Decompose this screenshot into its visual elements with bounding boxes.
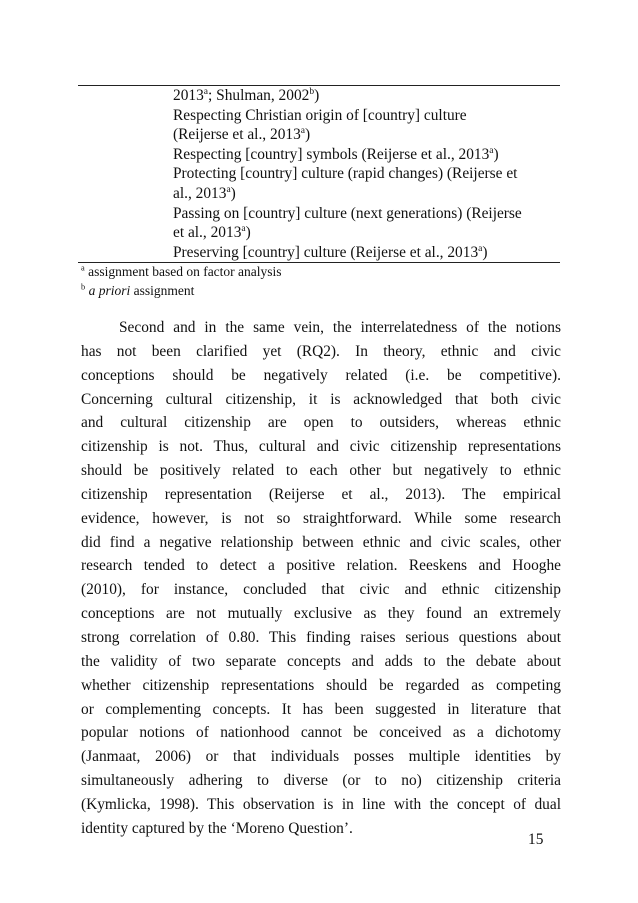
page-number: 15 xyxy=(528,831,544,848)
paragraph-line: evidence, however, is not so straightforward. While some research xyxy=(81,509,561,527)
paragraph-line: (Janmaat, 2006) or that individuals posses multiple identities by xyxy=(81,748,561,766)
paragraph-line: research tended to detect a positive relation. Reeskens and Hooghe xyxy=(81,557,561,575)
table-line: et al., 2013$^a$) xyxy=(173,223,251,242)
paragraph-line: conceptions are not mutually exclusive as they found an extremely xyxy=(81,605,561,623)
paragraph-line: strong correlation of 0.80. This finding raises serious questions about xyxy=(81,628,561,646)
paragraph-line: Concerning cultural citizenship, it is acknowledged that both civic xyxy=(81,390,561,408)
table-line: Preserving [country] culture (Reijerse et al., 2013$^a$) xyxy=(173,242,488,261)
footnote-a: $^a$ assignment based on factor analysis xyxy=(81,263,282,279)
table-line: 2013$^a$; Shulman, 2002$^b$) xyxy=(173,85,320,104)
table-continuation xyxy=(173,86,563,262)
paragraph-line: and cultural citizenship are open to outsiders, whereas ethnic xyxy=(81,414,561,432)
paragraph-line: or complementing concepts. It has been suggested in literature that xyxy=(81,700,561,718)
paragraph-line: popular notions of nationhood cannot be conceived as a dichotomy xyxy=(81,724,561,742)
body-paragraph xyxy=(81,316,561,841)
paragraph-line: conceptions should be negatively related (i.e. be competitive). xyxy=(81,366,561,384)
table-line: (Reijerse et al., 2013$^a$) xyxy=(173,125,311,144)
paragraph-line: identity captured by the ‘Moreno Question’. xyxy=(81,819,353,837)
paragraph-line: did find a negative relationship between ethnic and civic scales, other xyxy=(81,533,561,551)
paragraph-line: has not been clarified yet (RQ2). In theory, ethnic and civic xyxy=(81,342,561,360)
footnote-b: $^b$ a priori assignment xyxy=(81,282,195,298)
paragraph-line: simultaneously adhering to diverse (or to no) citizenship criteria xyxy=(81,772,561,790)
table-line: Respecting Christian origin of [country] culture xyxy=(173,106,467,124)
table-footnotes xyxy=(81,262,282,300)
table-line: Respecting [country] symbols (Reijerse et al., 2013$^a$) xyxy=(173,144,499,163)
paragraph-line: the validity of two separate concepts and adds to the debate about xyxy=(81,652,561,670)
paragraph-line: (2010), for instance, concluded that civic and ethnic citizenship xyxy=(81,581,561,599)
paragraph-line: should be positively related to each other but negatively to ethnic xyxy=(81,462,561,480)
table-line: Passing on [country] culture (next generations) (Reijerse xyxy=(173,204,522,222)
table-line: Protecting [country] culture (rapid changes) (Reijerse et xyxy=(173,165,518,183)
paragraph-line: (Kymlicka, 1998). This observation is in line with the concept of dual xyxy=(81,795,561,813)
paragraph-line: citizenship representation (Reijerse et al., 2013). The empirical xyxy=(81,485,561,503)
table-line: al., 2013$^a$) xyxy=(173,183,236,202)
paragraph-line: citizenship is not. Thus, cultural and civic citizenship representations xyxy=(81,438,561,456)
paragraph-line: Second and in the same vein, the interrelatedness of the notions xyxy=(119,319,561,336)
paragraph-line: whether citizenship representations should be regarded as competing xyxy=(81,676,561,694)
